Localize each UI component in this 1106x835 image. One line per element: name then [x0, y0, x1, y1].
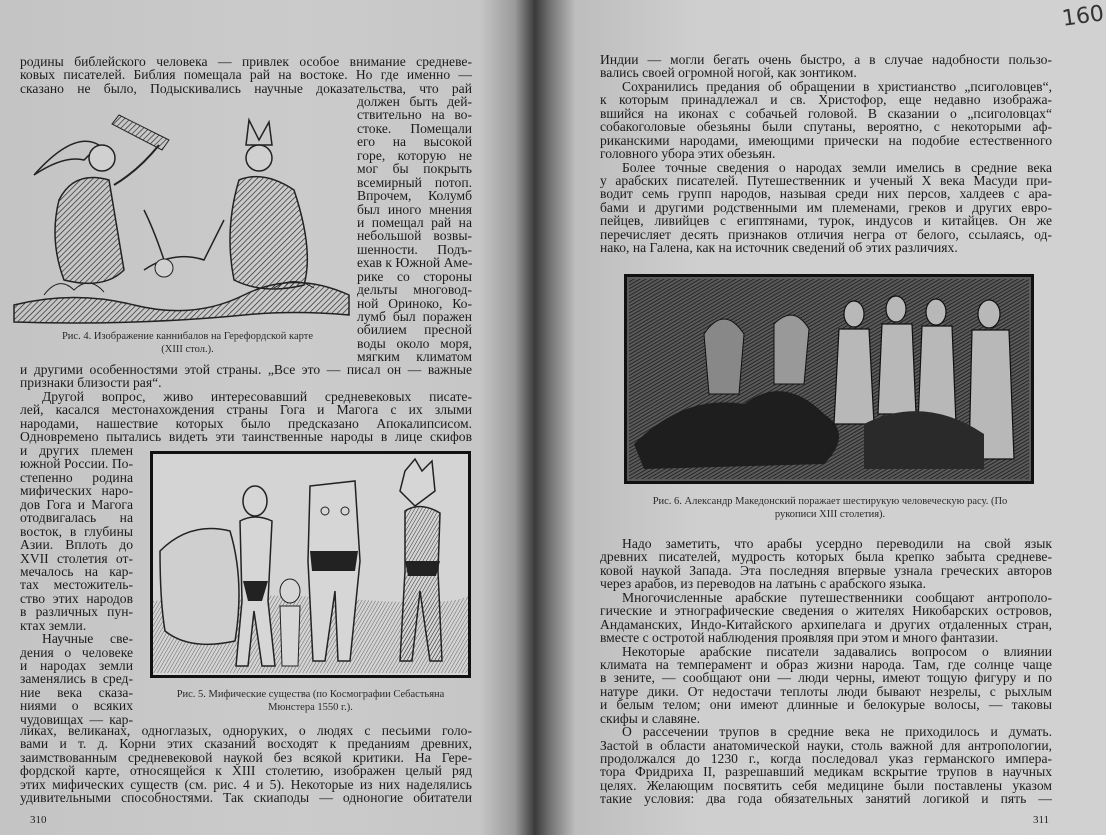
text-line: рике со стороны	[357, 268, 472, 284]
text-line: в зените, — сообщают они — люди черны, имеют тощую фигуру и по	[600, 670, 1052, 686]
text-line: перечисляет десять признаков отличия негра от белого, ссылаясь, од-	[600, 226, 1052, 242]
text-line: был иного мнения	[357, 201, 472, 217]
text-line: ной Ориноко, Ко-	[357, 295, 472, 311]
text-line: Азии. Вплоть до	[20, 537, 133, 553]
text-line: воды около моря,	[357, 335, 472, 351]
text-line: мог бы покрыть	[357, 161, 472, 177]
caption-line: Мюнстера 1550 г.).	[268, 702, 353, 713]
text-line: лумб был поражен	[357, 309, 472, 324]
page-number-left: 310	[30, 814, 47, 826]
caption-line: Рис. 6. Александр Македонский поражает шестирукую человеческую расу. (По	[652, 496, 1008, 507]
text-line: тора Фридриха II, разрешавший медикам вскрытие трупов в научных	[600, 764, 1052, 780]
text-line: заимствованным средневековой наукой без всякой критики. На Гере-	[20, 749, 472, 765]
text-line: собакоголовые обезьяны были спутаны, вероятно, с некоторыми аф-	[600, 119, 1052, 135]
text-line: ковых писателей. Библия помещала рай на востоке. Но где именно —	[20, 67, 472, 83]
text-line: ковой наукой Запада. Эта последняя впервые узнала греческих авторов	[600, 562, 1052, 578]
text-line: заменялись в сред-	[20, 671, 133, 687]
text-line: бами и другими родственными им племенами, греков и других евро-	[600, 199, 1052, 215]
text-line: ликах, великанах, одноглазых, одноруких, о людях с песьими голо-	[20, 723, 472, 738]
figure-6-caption	[620, 495, 1040, 521]
text-line: Одновремено пытались видеть эти таинственные народы в лице скифов	[20, 429, 472, 445]
text-line: Впрочем, Колумб	[357, 188, 472, 204]
text-line: Надо заметить, что арабы усердно переводили на свой язык	[622, 536, 1052, 551]
text-line: гические и этнографические сведения о жителях Никобарских островов,	[600, 603, 1052, 619]
text-line: вместе с остротой наблюдения проявляя при этом и много фантазии.	[600, 630, 999, 646]
text-line: отодвигалась на	[20, 510, 133, 526]
text-line: Более точные сведения о народах земли имелись в средние века	[622, 159, 1052, 175]
text-line: вались своей огромной ногой, как зонтиком.	[600, 65, 857, 81]
text-line: скифы и славяне.	[600, 710, 700, 726]
text-line: дельты многовод-	[357, 282, 472, 298]
caption-line: Рис. 5. Мифические существа (по Космографии Себастьяна	[176, 689, 445, 700]
text-line: Многочисленные арабские путешественники сообщают антрополо-	[622, 589, 1052, 605]
text-line: дения о человеке	[20, 644, 133, 660]
text-line: в различных пун-	[20, 604, 133, 620]
text-line: такие условия: два года обязательных занятий логикой и пять —	[600, 791, 1052, 807]
text-line: Застой в области анатомической науки, столь важной для антропологии,	[600, 737, 1052, 753]
text-line: удивительными способностями. Так скиаподы — одноногие обитатели	[20, 790, 472, 806]
text-line: целях. Желающим посвятить себя медицине были поставлены указом	[600, 777, 1052, 793]
text-line: и народах земли	[20, 658, 133, 673]
text-line: чудовищах — кар-	[20, 711, 133, 727]
text-line: древних писателей, мудрость которых была крепко забыта средневе-	[600, 549, 1052, 565]
text-line: стоке. Помещали	[357, 120, 472, 136]
text-line: шенности. Подъ-	[357, 241, 472, 257]
figure-5-mythical-creatures-illustration	[150, 451, 471, 678]
text-line: Андаманских, Индо-Китайского архипелага и других отдаленных стран,	[600, 616, 1052, 632]
right-bottom-text	[600, 537, 1052, 806]
figure-4-cannibals-illustration	[14, 110, 349, 325]
text-line: фордской карте, относящейся к XIII столетию, изображен целый ряд	[20, 763, 472, 779]
text-line: к которым принадлежал и св. Христофор, еще недавно изобража-	[600, 92, 1052, 108]
text-line: XVII столетия от-	[20, 550, 133, 566]
text-line: и другими особенностями этой страны. „Все это — писал он — важные	[20, 362, 472, 377]
text-line: климата на темперамент и образ жизни народа. Там, где солнце чаще	[600, 656, 1052, 672]
text-line: ехав к Южной Аме-	[357, 255, 473, 271]
figure-5-caption	[150, 688, 471, 714]
text-line: степенно родина	[20, 469, 133, 485]
text-line: Другой вопрос, живо интересовавший средневековых писате-	[42, 388, 472, 404]
text-line: должен быть дей-	[357, 94, 472, 109]
caption-line: (XIII стол.).	[161, 344, 214, 355]
left-top-text	[20, 55, 472, 95]
text-line: ниями о всяких	[20, 698, 133, 714]
left-middle-text	[20, 363, 472, 444]
text-line: пейцев, ливийцев с египтянами, турок, индусов и китайцев. Он же	[600, 213, 1052, 229]
text-line: Некоторые арабские писатели задавались вопросом о влиянии	[622, 643, 1052, 659]
text-line: признаки близости рая“.	[20, 375, 162, 391]
text-line: лей, касался местонахождения страны Гога и Магога с их злыми	[20, 402, 472, 418]
text-line: продолжался до 1230 г., когда последовал указ германского импера-	[600, 751, 1052, 766]
text-line: Индии — могли бегать очень быстро, а в случае надобности пользо-	[600, 52, 1052, 67]
text-line: ство этих народов	[20, 590, 133, 606]
text-line: ктах земли.	[20, 617, 87, 633]
text-line: ние века сказа-	[20, 684, 133, 700]
caption-line: Рис. 4. Изображение каннибалов на Герефордской карте	[61, 331, 314, 342]
figure-4-caption	[20, 330, 355, 356]
text-line: всемирный потоп.	[357, 174, 472, 190]
text-line: О рассечении трупов в средние века не приходилось и думать.	[622, 724, 1052, 740]
text-line: риканскими народами, имеющими прически на подобие естественного	[600, 132, 1052, 148]
text-line: и белым телом; они имеют длинные и белокурые волосы, — таковы	[600, 697, 1052, 713]
text-line: этих мифических существ (см. рис. 4 и 5). Некоторые из них наделялись	[20, 776, 472, 792]
text-line: вшийся на иконах с собачьей головой. В сказании о „псиголовцах“	[600, 105, 1052, 121]
text-line: дов Гога и Магога	[20, 496, 133, 512]
text-line: головного убора этих обезьян.	[600, 146, 776, 162]
text-line: обилием пресной	[357, 322, 472, 338]
left-bottom-text	[20, 724, 472, 805]
text-line: мягким климатом	[357, 349, 472, 365]
figure-6-alexander-illustration	[624, 274, 1034, 484]
text-line: восток, в глубины	[20, 523, 133, 539]
text-line: Научные све-	[42, 631, 133, 647]
left-column-text	[20, 444, 133, 726]
text-line: вами и т. д. Корни этих сказаний восходят к преданиям древних,	[20, 736, 472, 752]
left-right-column-text	[357, 95, 472, 364]
text-line: его на высокой	[357, 134, 472, 150]
text-line: народами, нашествие которых было предсказано Апокалипсисом.	[20, 415, 472, 431]
text-line: натуре дики. От недостачи теплоты люди бывают незрелы, с рыхлым	[600, 683, 1052, 699]
text-line: нако, на Галена, как на источник сведений об этих различиях.	[600, 240, 958, 256]
text-line: южной России. По-	[20, 456, 133, 472]
caption-line: рукописи XIII столетия).	[774, 509, 886, 520]
text-line: через арабов, из переводов на латынь с арабского языка.	[600, 576, 926, 592]
handwritten-page-note: 160	[1060, 1, 1106, 32]
text-line: и других племен	[20, 443, 133, 458]
text-line: и помещал рай на	[357, 214, 472, 230]
text-line: водит семь групп народов, называя среди них персов, халдеев с ара-	[600, 186, 1052, 202]
text-line: Сохранились предания об обращении в христианство „псиголовцев“,	[622, 78, 1052, 94]
text-line: небольшой возвы-	[357, 228, 472, 244]
text-line: горе, которую не	[357, 147, 472, 163]
text-line: у арабских писателей. Путешественник и ученый X века Масуди при-	[600, 172, 1052, 188]
right-top-text	[600, 53, 1052, 255]
text-line: сказано не было, Подыскивались научные доказательства, что рай	[20, 80, 472, 96]
text-line: мифических наро-	[20, 483, 133, 499]
text-line: родины библейского человека — привлек особое внимание средневе-	[20, 54, 472, 69]
page-number-right: 311	[1033, 814, 1050, 826]
text-line: тах местожитель-	[20, 577, 133, 593]
text-line: мечалось на кар-	[20, 563, 133, 579]
text-line: ствительно на во-	[357, 107, 472, 123]
